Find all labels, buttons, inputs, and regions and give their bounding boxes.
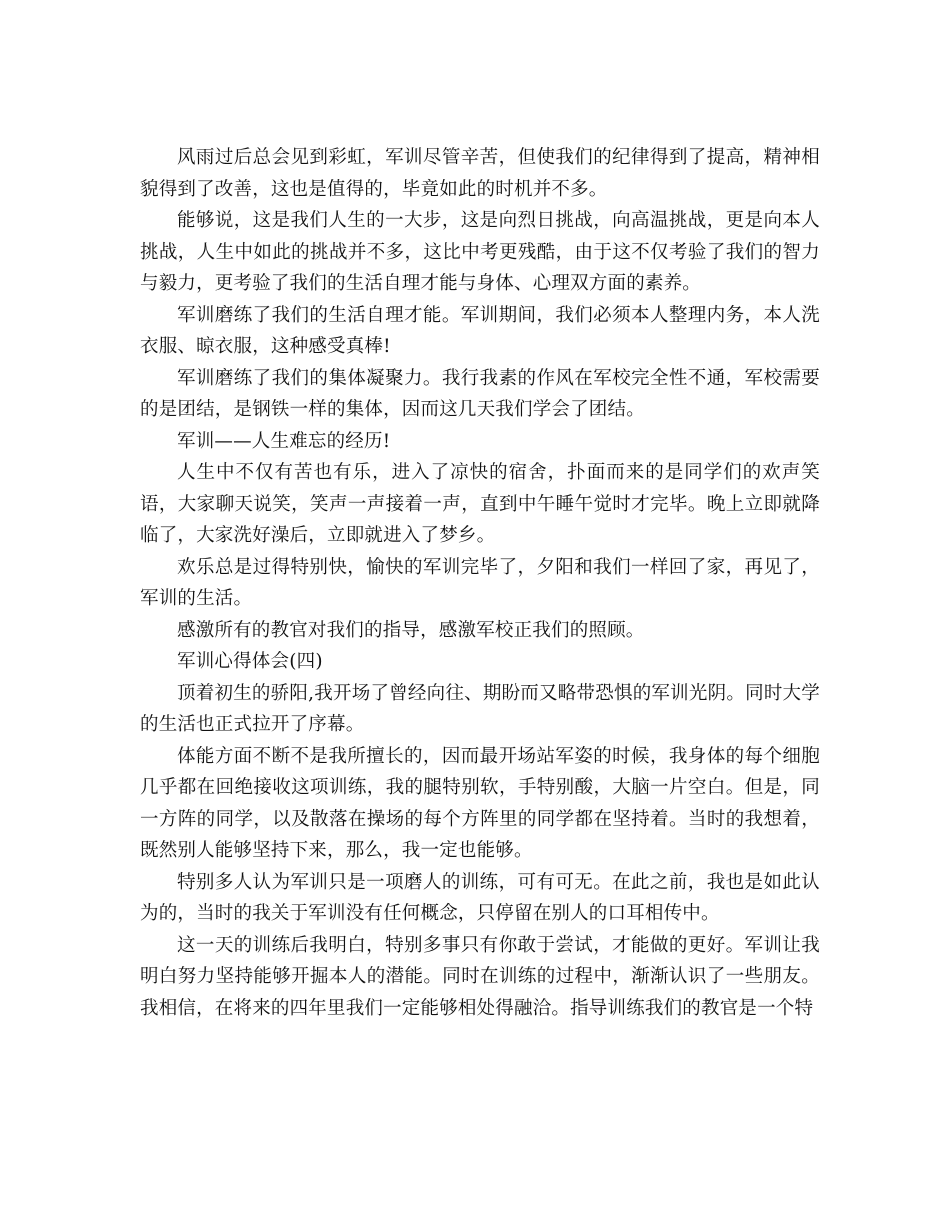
paragraph-7: 欢乐总是过得特别快，愉快的军训完毕了，夕阳和我们一样回了家，再见了，军训的生活。: [140, 556, 820, 609]
paragraph-2: 能够说，这是我们人生的一大步，这是向烈日挑战，向高温挑战，更是向本人挑战，人生中如此的挑战并不多，这比中考更残酷，由于这不仅考验了我们的智力与毅力，更考验了我们的生活自理才能与身体、心理双方面的素养。: [140, 210, 820, 294]
paragraph-11: 体能方面不断不是我所擅长的，因而最开场站军姿的时候，我身体的每个细胞几乎都在回绝接收这项训练，我的腿特别软，手特别酸，大脑一片空白。但是，同一方阵的同学，以及散落在操场的每个方阵里的同学都在坚持着。当时的我想着，既然别人能够坚持下来，那么，我一定也能够。: [140, 745, 820, 861]
section-heading: 军训心得体会(四): [177, 651, 323, 672]
paragraph-8: 感激所有的教官对我们的指导，感激军校正我们的照顾。: [177, 619, 645, 641]
paragraph-12: 特别多人认为军训只是一项磨人的训练，可有可无。在此之前，我也是如此认为的，当时的我关于军训没有任何概念，只停留在别人的口耳相传中。: [140, 871, 820, 924]
paragraph-4: 军训磨练了我们的集体凝聚力。我行我素的作风在军校完全性不通，军校需要的是团结，是钢铁一样的集体，因而这几天我们学会了团结。: [140, 367, 820, 420]
paragraph-10: 顶着初生的骄阳,我开场了曾经向往、期盼而又略带恐惧的军训光阴。同时大学的生活也正式拉开了序幕。: [140, 682, 820, 735]
paragraph-6: 人生中不仅有苦也有乐，进入了凉快的宿舍，扑面而来的是同学们的欢声笑语，大家聊天说笑，笑声一声接着一声，直到中午睡午觉时才完毕。晚上立即就降临了，大家洗好澡后，立即就进入了梦乡。: [140, 462, 820, 546]
paragraph-3: 军训磨练了我们的生活自理才能。军训期间，我们必须本人整理内务，本人洗衣服、晾衣服，这种感受真棒!: [140, 304, 820, 357]
document-body: [140, 142, 820, 1024]
paragraph-13: 这一天的训练后我明白，特别多事只有你敢于尝试，才能做的更好。军训让我明白努力坚持能够开掘本人的潜能。同时在训练的过程中，渐渐认识了一些朋友。我相信，在将来的四年里我们一定能够相处得融洽。指导训练我们的教官是一个特: [140, 934, 820, 1019]
paragraph-1: 风雨过后总会见到彩虹，军训尽管辛苦，但使我们的纪律得到了提高，精神相貌得到了改善，这也是值得的，毕竟如此的时机并不多。: [140, 147, 820, 200]
paragraph-5: 军训——人生难忘的经历!: [177, 430, 391, 452]
